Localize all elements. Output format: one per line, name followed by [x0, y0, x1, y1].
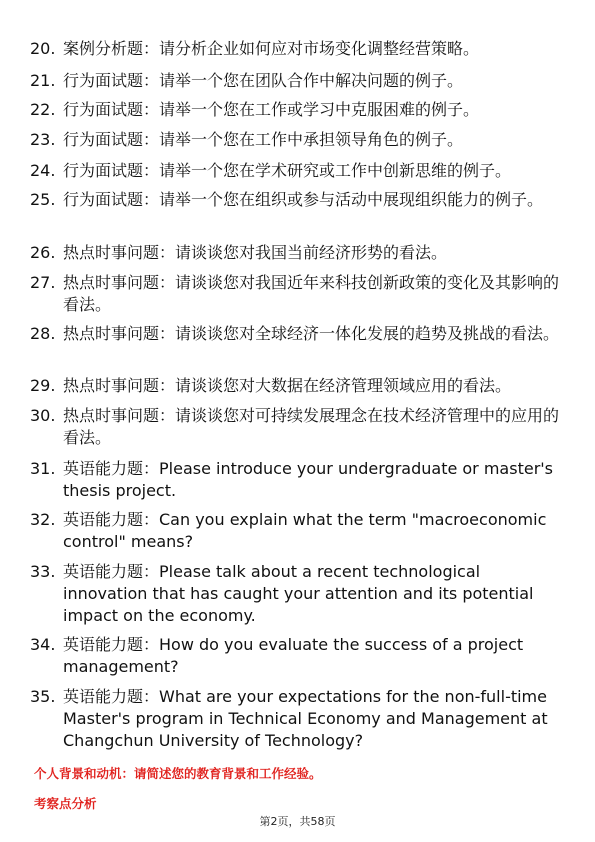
question-number: 31. — [30, 459, 56, 478]
question-text: 行为面试题：请举一个您在学术研究或工作中创新思维的例子。 — [63, 161, 512, 180]
section-heading-profile: 个人背景和动机：请简述您的教育背景和工作经验。 — [34, 766, 322, 781]
question-number: 26. — [30, 243, 56, 262]
question-text: 行为面试题：请举一个您在工作中承担领导角色的例子。 — [63, 130, 464, 149]
question-number: 21. — [30, 71, 56, 90]
question-text: 行为面试题：请举一个您在工作或学习中克服困难的例子。 — [63, 100, 480, 119]
question-text: 英语能力题：Can you explain what the term "macroeconomic control" means? — [63, 510, 547, 551]
question-text: 行为面试题：请举一个您在团队合作中解决问题的例子。 — [63, 71, 464, 90]
question-text: 热点时事问题：请谈谈您对我国近年来科技创新政策的变化及其影响的看法。 — [63, 273, 560, 314]
question-text: 热点时事问题：请谈谈您对我国当前经济形势的看法。 — [63, 243, 448, 262]
question-text: 英语能力题：Please talk about a recent technological innovation that has caught your attention and its potential impact on the economy. — [63, 562, 534, 625]
question-number: 25. — [30, 190, 56, 209]
question-number: 33. — [30, 562, 56, 581]
section-heading-analysis: 考察点分析 — [34, 796, 97, 811]
question-number: 32. — [30, 510, 56, 529]
question-number: 23. — [30, 130, 56, 149]
question-number: 20. — [30, 39, 56, 58]
question-text: 行为面试题：请举一个您在组织或参与活动中展现组织能力的例子。 — [63, 190, 544, 209]
question-text: 英语能力题：How do you evaluate the success of a project management? — [63, 635, 524, 676]
question-text: 热点时事问题：请谈谈您对可持续发展理念在技术经济管理中的应用的看法。 — [63, 406, 560, 447]
question-text: 热点时事问题：请谈谈您对全球经济一体化发展的趋势及挑战的看法。 — [63, 324, 560, 343]
page-number-footer: 第2页，共58页 — [259, 815, 336, 828]
question-number: 35. — [30, 687, 56, 706]
question-text: 英语能力题：Please introduce your undergraduate or master's thesis project. — [63, 459, 554, 500]
question-text: 案例分析题：请分析企业如何应对市场变化调整经营策略。 — [63, 39, 480, 58]
question-number: 24. — [30, 161, 56, 180]
question-text: 热点时事问题：请谈谈您对大数据在经济管理领域应用的看法。 — [63, 376, 512, 395]
question-number: 28. — [30, 324, 56, 343]
question-number: 29. — [30, 376, 56, 395]
question-text: 英语能力题：What are your expectations for the non-full-time Master's program in Technical Economy and Management at Changchun University of Technology? — [63, 687, 548, 750]
question-number: 30. — [30, 406, 56, 425]
question-number: 27. — [30, 273, 56, 292]
question-number: 34. — [30, 635, 56, 654]
question-number: 22. — [30, 100, 56, 119]
